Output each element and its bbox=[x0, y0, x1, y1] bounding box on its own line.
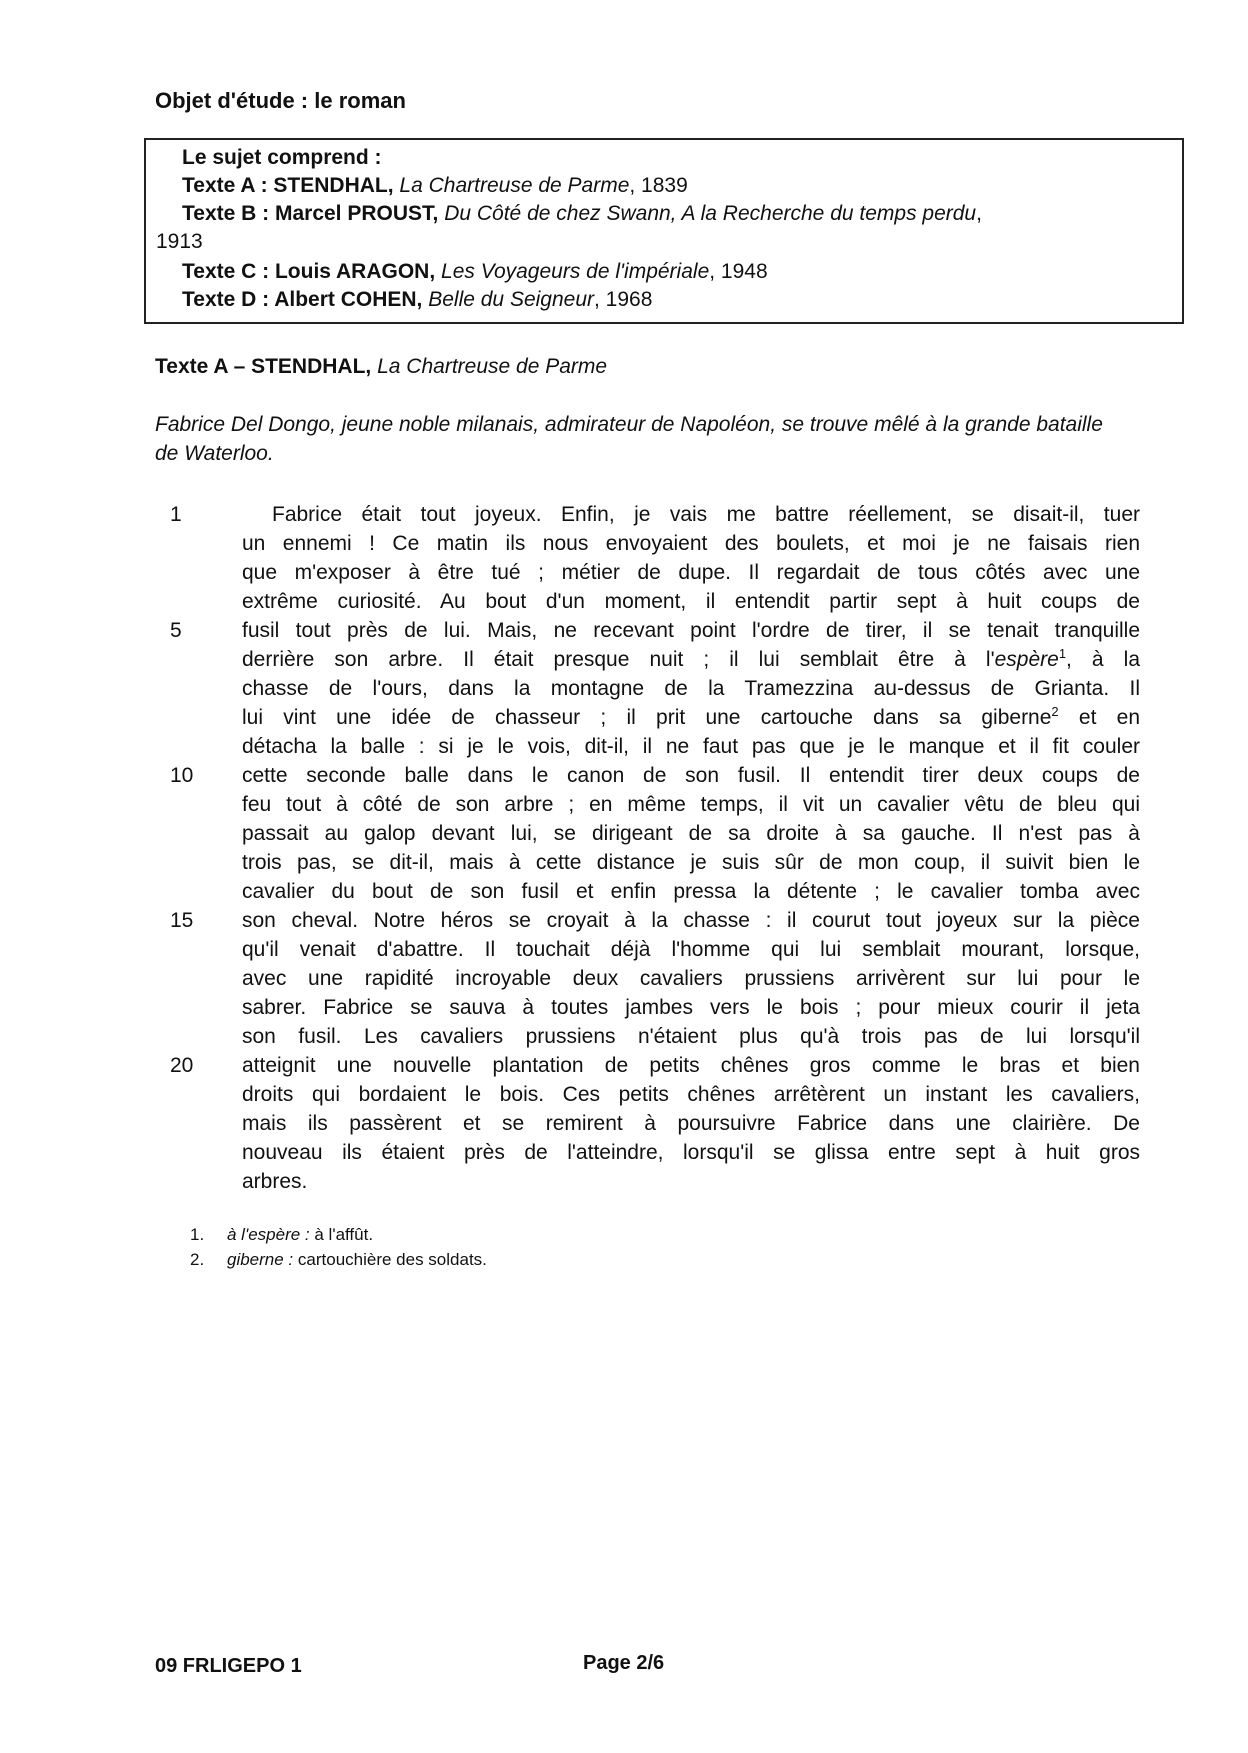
sujet-text-d-label: Texte D : bbox=[182, 288, 275, 311]
passage-line-24: arbres. bbox=[242, 1170, 308, 1193]
footnote-1-text bbox=[227, 1225, 373, 1245]
sujet-text-a-year: , 1839 bbox=[629, 174, 688, 197]
passage-line-1: Fabrice était tout joyeux. Enfin, je vais me battre réellement, se disait-il, tuer bbox=[272, 503, 1140, 526]
sujet-text-c-year: , 1948 bbox=[709, 260, 768, 283]
sujet-text-c-title: Les Voyageurs de l'impériale bbox=[441, 260, 710, 283]
passage-line-5: fusil tout près de lui. Mais, ne recevant point l'ordre de tirer, il se tenait tranquille bbox=[242, 619, 1140, 642]
sujet-text-d-year: , 1968 bbox=[594, 288, 653, 311]
passage-line-9: détacha la balle : si je le vois, dit-il, il ne faut pas que je le manque et il fit couler bbox=[242, 735, 1140, 758]
passage-line-21: droits qui bordaient le bois. Ces petits chênes arrêtèrent un instant les cavaliers, bbox=[242, 1083, 1140, 1106]
footnote-ref-2: 2 bbox=[1051, 704, 1059, 719]
section-work-title: La Chartreuse de Parme bbox=[377, 355, 608, 378]
footnote-1-number: 1. bbox=[190, 1225, 205, 1244]
footnote-1-def: à l'affût. bbox=[309, 1225, 374, 1244]
passage-line-2: un ennemi ! Ce matin ils nous envoyaient des boulets, et moi je ne faisais rien bbox=[242, 532, 1140, 555]
passage-line-15: son cheval. Notre héros se croyait à la chasse : il courut tout joyeux sur la pièce bbox=[242, 909, 1140, 932]
footnote-2-text bbox=[227, 1250, 487, 1270]
section-prefix: Texte A – bbox=[155, 355, 252, 378]
intro-paragraph: Fabrice Del Dongo, jeune noble milanais, admirateur de Napoléon, se trouve mêlé à la grande bataille de Waterloo. bbox=[155, 413, 1103, 465]
line-number-15: 15 bbox=[170, 909, 194, 932]
passage-line-8-tail: et en bbox=[1058, 706, 1140, 729]
passage-line-19: son fusil. Les cavaliers prussiens n'étaient plus qu'à trois pas de lui lorsqu'il bbox=[242, 1025, 1140, 1048]
sujet-text-b-author: Marcel PROUST, bbox=[274, 202, 439, 225]
passage-line-10: cette seconde balle dans le canon de son fusil. Il entendit tirer deux coups de bbox=[242, 764, 1140, 787]
sujet-text-a-title: La Chartreuse de Parme bbox=[399, 174, 630, 197]
line-number-10: 10 bbox=[170, 764, 194, 787]
footnote-ref-1: 1 bbox=[1058, 646, 1067, 661]
passage-line-18: sabrer. Fabrice se sauva à toutes jambes vers le bois ; pour mieux courir il jeta bbox=[242, 996, 1140, 1019]
passage-line-8 bbox=[242, 703, 1140, 732]
sujet-text-a bbox=[182, 174, 688, 198]
passage-line-16: qu'il venait d'abattre. Il touchait déjà l'homme qui lui semblait mourant, lorsque, bbox=[242, 938, 1140, 961]
sujet-text-b-comma: , bbox=[976, 202, 982, 225]
footnote-2-def: cartouchière des soldats. bbox=[293, 1250, 487, 1269]
passage-line-8-text: lui vint une idée de chasseur ; il prit une cartouche dans sa giberne bbox=[242, 706, 1052, 729]
objet-etude-heading: Objet d'étude : le roman bbox=[155, 88, 406, 113]
sujet-intro: Le sujet comprend : bbox=[182, 146, 382, 169]
section-title bbox=[155, 355, 607, 379]
line-number-1: 1 bbox=[170, 503, 182, 526]
footer-document-code: 09 FRLIGEPO 1 bbox=[155, 1655, 302, 1677]
passage-line-7: chasse de l'ours, dans la montagne de la Tramezzina au-dessus de Grianta. Il bbox=[242, 677, 1140, 700]
passage-line-22: mais ils passèrent et se remirent à poursuivre Fabrice dans une clairière. De bbox=[242, 1112, 1140, 1135]
passage-line-12: passait au galop devant lui, se dirigeant de sa droite à sa gauche. Il n'est pas à bbox=[242, 822, 1140, 845]
passage-line-4: extrême curiosité. Au bout d'un moment, il entendit partir sept à huit coups de bbox=[242, 590, 1140, 613]
sujet-text-a-label: Texte A : bbox=[182, 174, 274, 197]
footer-page-number: Page 2/6 bbox=[583, 1652, 665, 1674]
sujet-text-b bbox=[182, 202, 982, 226]
sujet-text-b-label: Texte B : bbox=[182, 202, 275, 225]
sujet-text-d-title: Belle du Seigneur bbox=[428, 288, 595, 311]
sujet-text-d bbox=[182, 288, 652, 312]
sujet-text-c-author: Louis ARAGON, bbox=[274, 260, 436, 283]
passage-line-20: atteignit une nouvelle plantation de petits chênes gros comme le bras et bien bbox=[242, 1054, 1140, 1077]
passage-line-14: cavalier du bout de son fusil et enfin pressa la détente ; le cavalier tomba avec bbox=[242, 880, 1140, 903]
passage-line-13: trois pas, se dit-il, mais à cette distance je suis sûr de mon coup, il suivit bien le bbox=[242, 851, 1140, 874]
sujet-text-c-label: Texte C : bbox=[182, 260, 275, 283]
footnote-2-number: 2. bbox=[190, 1250, 205, 1269]
line-number-5: 5 bbox=[170, 619, 182, 642]
sujet-text-b-title: Du Côté de chez Swann, A la Recherche du temps perdu bbox=[444, 202, 977, 225]
line-number-20: 20 bbox=[170, 1054, 194, 1077]
footnote-1-term: à l'espère : bbox=[227, 1225, 310, 1244]
passage-line-23: nouveau ils étaient près de l'atteindre, lorsqu'il se glissa entre sept à huit gros bbox=[242, 1141, 1140, 1164]
sujet-text-c bbox=[182, 260, 768, 284]
section-author: STENDHAL, bbox=[251, 355, 372, 378]
passage-line-6-tail: , à la bbox=[1066, 648, 1141, 671]
footnote-2-term: giberne : bbox=[227, 1250, 294, 1269]
sujet-text-b-year: 1913 bbox=[156, 230, 203, 253]
passage-line-6-word: espère bbox=[994, 648, 1059, 671]
passage-line-17: avec une rapidité incroyable deux cavaliers prussiens arrivèrent sur lui pour le bbox=[242, 967, 1140, 990]
passage-line-6-text: derrière son arbre. Il était presque nuit ; il lui semblait être à l' bbox=[242, 648, 995, 671]
sujet-text-a-author: STENDHAL, bbox=[273, 174, 394, 197]
sujet-text-d-author: Albert COHEN, bbox=[274, 288, 423, 311]
passage-line-3: que m'exposer à être tué ; métier de dupe. Il regardait de tous côtés avec une bbox=[242, 561, 1140, 584]
sujet-box bbox=[144, 138, 1184, 324]
passage-line-6 bbox=[242, 645, 1140, 674]
passage-line-11: feu tout à côté de son arbre ; en même temps, il vit un cavalier vêtu de bleu qui bbox=[242, 793, 1140, 816]
